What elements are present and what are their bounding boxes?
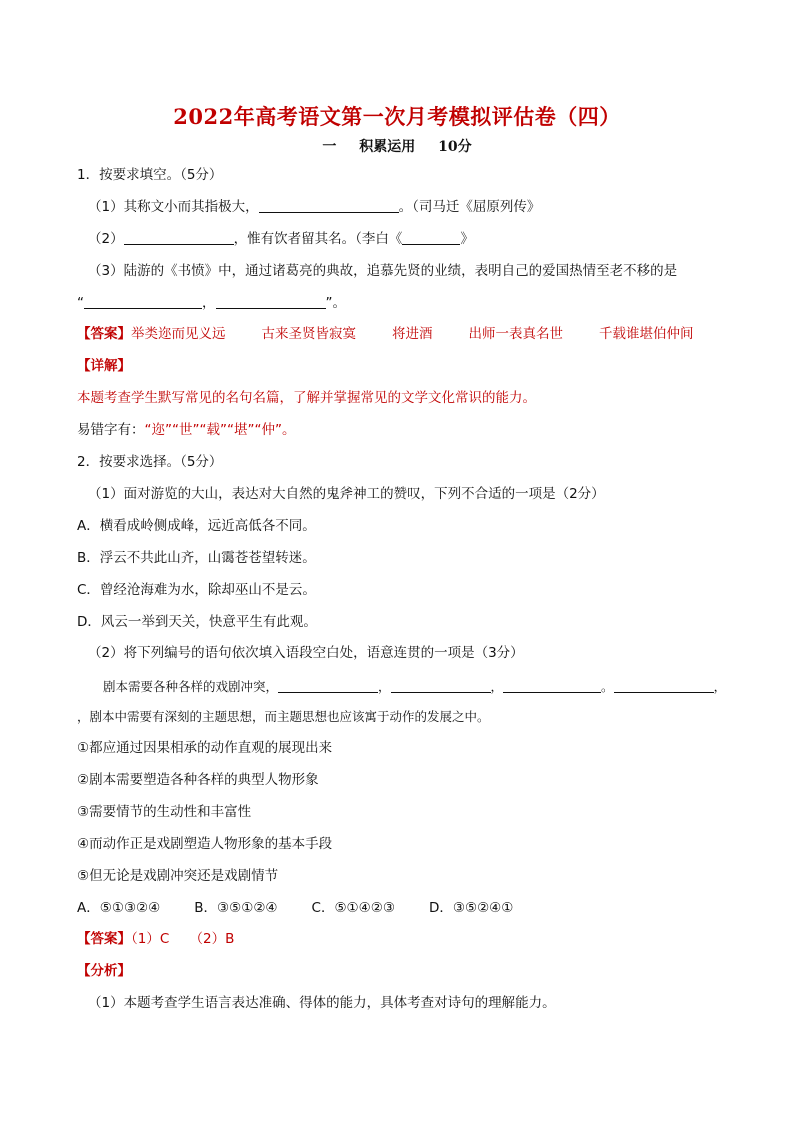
q2-option-c[interactable]: C．曾经沧海难为水，除却巫山不是云。 xyxy=(77,582,316,598)
detail-tag: 【详解】 xyxy=(77,358,131,374)
q2-item-1: ①都应通过因果相承的动作直观的展现出来 xyxy=(77,740,333,756)
answer-blank[interactable] xyxy=(216,294,326,309)
answer-blank[interactable] xyxy=(278,678,378,693)
q2-answer: 【答案】（1）C （2）B xyxy=(77,931,235,947)
q2-option-b[interactable]: B．浮云不共此山齐，山霭苍苍望转迷。 xyxy=(77,550,316,566)
q2-item-2: ②剧本需要塑造各种各样的典型人物形象 xyxy=(77,772,319,788)
q2-stem: 2．按要求选择。（5分） xyxy=(77,454,223,470)
q1-answer: 【答案】举类迩而见义远 古来圣贤皆寂寞 将进酒 出师一表真名世 千载谁堪伯仲间 xyxy=(77,326,694,342)
answer-blank[interactable] xyxy=(84,294,202,309)
answer-blank[interactable] xyxy=(503,678,601,693)
answer-blank[interactable] xyxy=(402,230,460,245)
page-title: 2022年高考语文第一次月考模拟评估卷（四） xyxy=(173,104,621,129)
answer-blank[interactable] xyxy=(259,198,399,213)
q1-stem: 1．按要求填空。（5分） xyxy=(77,167,223,183)
q2-opt2-c[interactable]: C．⑤①④②③ xyxy=(311,900,395,916)
section-heading xyxy=(0,136,794,156)
q2-item-3: ③需要情节的生动性和丰富性 xyxy=(77,804,252,820)
section-number: 一 xyxy=(322,139,337,155)
q2-sub1: （1）面对游览的大山，表达对大自然的鬼斧神工的赞叹，下列不合适的一项是（2分） xyxy=(88,486,605,502)
q2-sub2: （2）将下列编号的语句依次填入语段空白处，语意连贯的一项是（3分） xyxy=(88,645,524,661)
q2-item-4: ④而动作正是戏剧塑造人物形象的基本手段 xyxy=(77,836,333,852)
q2-opt2-a[interactable]: A．⑤①③②④ xyxy=(77,900,161,916)
q2-opt2-d[interactable]: D．③⑤②④① xyxy=(428,900,514,916)
answer-blank[interactable] xyxy=(614,678,714,693)
answer-blank[interactable] xyxy=(124,230,234,245)
q1-line-4: “ ， ”。 xyxy=(77,295,346,311)
q2-analysis-1: （1）本题考查学生语言表达准确、得体的能力，具体考查对诗句的理解能力。 xyxy=(88,995,556,1011)
q2-passage-line-1: 剧本需要各种各样的戏剧冲突， ， ， 。 ， xyxy=(103,679,727,694)
q2-passage-line-2: ，剧本中需要有深刻的主题思想，而主题思想也应该寓于动作的发展之中。 xyxy=(77,709,490,724)
q2-option-d[interactable]: D．风云一举到天关，快意平生有此观。 xyxy=(77,614,317,630)
q2-option-a[interactable]: A．横看成岭侧成峰，远近高低各不同。 xyxy=(77,518,316,534)
q2-item-5: ⑤但无论是戏剧冲突还是戏剧情节 xyxy=(77,868,279,884)
q1-detail: 本题考查学生默写常见的名句名篇，了解并掌握常见的文学文化常识的能力。 xyxy=(77,390,536,406)
answer-blank[interactable] xyxy=(391,678,491,693)
section-score: 10分 xyxy=(438,139,472,155)
section-name: 积累运用 xyxy=(359,139,416,155)
answer-tag: 【答案】 xyxy=(77,931,131,947)
q1-error-chars: 易错字有：“迩”“世”“载”“堪”“仲”。 xyxy=(77,422,296,438)
q1-line-2: （2） ，惟有饮者留其名。（李白《 》 xyxy=(88,231,474,247)
q1-line-1: （1）其称文小而其指极大， 。（司马迁《屈原列传》 xyxy=(88,199,541,215)
q2-options-row xyxy=(77,898,513,918)
q2-opt2-b[interactable]: B．③⑤①②④ xyxy=(194,900,278,916)
q1-line-3: （3）陆游的《书愤》中，通过诸葛亮的典故，追慕先贤的业绩，表明自己的爱国热情至老不移的是 xyxy=(88,263,678,279)
answer-tag: 【答案】 xyxy=(77,326,131,342)
analysis-tag: 【分析】 xyxy=(77,963,131,979)
